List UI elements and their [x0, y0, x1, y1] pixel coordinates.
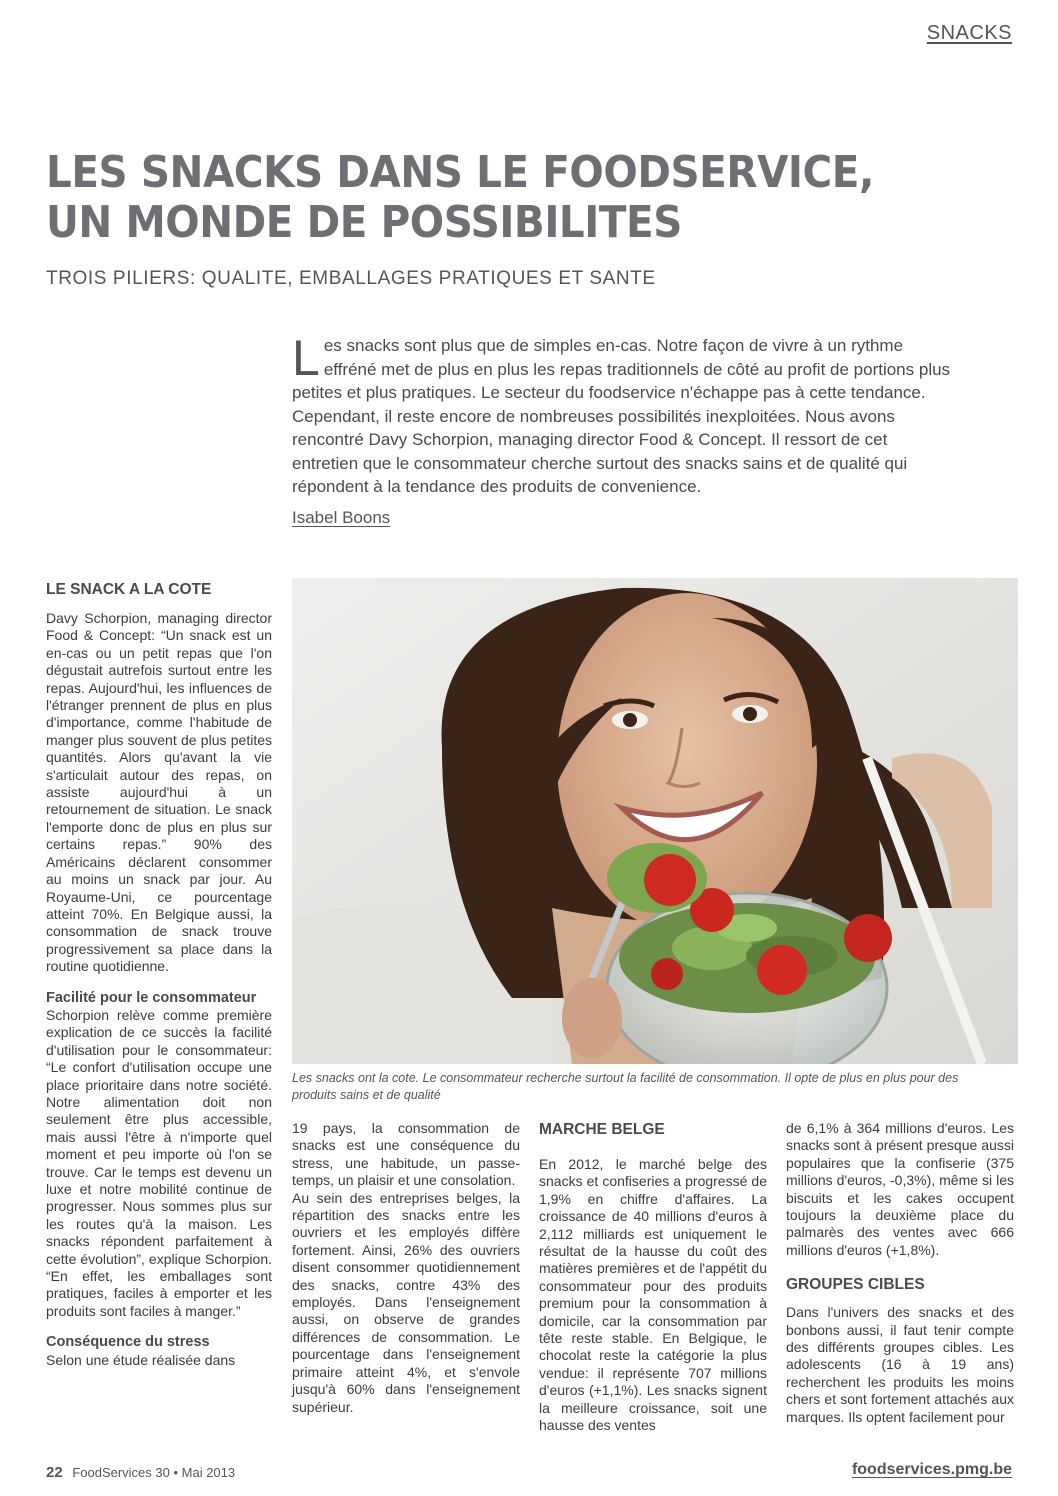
title-line-2: UN MONDE DE POSSIBILITES: [46, 197, 682, 248]
article-subtitle: TROIS PILIERS: QUALITE, EMBALLAGES PRATIQUES ET SANTE: [46, 268, 656, 289]
subheading-facilite: Facilité pour le consommateur: [46, 989, 257, 1006]
title-line-1: LES SNACKS DANS LE FOODSERVICE,: [46, 147, 874, 198]
section-heading-groupes-cibles: GROUPES CIBLES: [786, 1276, 925, 1294]
paragraph: de 6,1% à 364 millions d'euros. Les snacks sont à présent presque aussi populaires que la confiserie (375 millions d'euros, -0,3%), même si les biscuits et les cakes occupent toujours la deuxième place du palmarès des ventes avec 666 millions d'euros (+1,8%).: [786, 1120, 1014, 1258]
paragraph: Au sein des entreprises belges, la répartition des snacks entre les ouvriers et les employés diffère fortement. Ainsi, 26% des ouvriers disent consommer quotidiennement des snacks, contre 43% des employés. Dans l'enseignement aussi, on observe de grandes différences de consommation. Le pourcentage dans l'enseignement primaire atteint 4%, et s'envole jusqu'à 60% dans l'enseignement supérieur.: [292, 1189, 520, 1415]
article-column-2: [292, 1120, 520, 1416]
article-column-3: [539, 1120, 767, 1435]
intro-text: es snacks sont plus que de simples en-cas. Notre façon de vivre à un rythme effréné met de plus en plus les repas traditionnels de côté au profit de portions plus petites et plus pratiques. Le secteur du foodservice n'échappe pas à cette tendance. Cependant, il reste encore de nombreuses possibilités inexploitées. Nous avons rencontré Davy Schorpion, managing director Food & Concept. Il ressort de cet entretien que le consommateur cherche surtout des snacks sains et de qualité qui répondent à la tendance des produits de convenience.: [292, 336, 951, 496]
author-link[interactable]: Isabel Boons: [292, 508, 391, 527]
subheading-stress: Conséquence du stress: [46, 1334, 210, 1351]
paragraph: Dans l'univers des snacks et des bonbons aussi, il faut tenir compte des différents groupes cibles. Les adolescents (16 à 19 ans) recherchent les produits les moins chers et sont fortement attachés aux marques. Ils optent facilement pour: [786, 1304, 1014, 1425]
section-heading-marche-belge: MARCHE BELGE: [539, 1121, 665, 1138]
photo-caption: Les snacks ont la cote. Le consommateur recherche surtout la facilité de consommation. Il opte de plus en plus pour des produits sains et de qualité: [292, 1071, 959, 1102]
section-heading-snack-cote: LE SNACK A LA COTE: [46, 581, 212, 598]
paragraph: Davy Schorpion, managing director Food & Concept: “Un snack est un en-cas ou un petit repas que l'on dégustait autrefois surtout entre les repas. Aujourd'hui, les influences de l'étranger prennent de plus en plus d'importance, comme l'habitude de manger plus souvent de plus petites quantités. Alors qu'avant la vie s'articulait autour des repas, on assiste aujourd'hui à un retournement de situation. Le snack l'emporte donc de plus en plus sur certains repas.” 90% des Américains déclarent consommer au moins un snack par jour. Au Royaume-Uni, ce pourcentage atteint 70%. En Belgique aussi, la consommation de snack trouve progressivement sa place dans la routine quotidienne.: [46, 610, 272, 975]
article-photo: [292, 578, 1018, 1064]
paragraph: Selon une étude réalisée dans: [46, 1351, 236, 1368]
page-number: 22: [46, 1464, 63, 1481]
paragraph: En 2012, le marché belge des snacks et confiseries a progressé de 1,9% en chiffre d'affaires. La croissance de 40 millions d'euros à 2,112 milliards est uniquement le résultat de la hausse du coût des matières premières et de l'appétit du consommateur pour des produits premium pour la consommation à domicile, car la consommation par tête reste stable. En Belgique, le chocolat reste la catégorie la plus vendue: il représente 707 millions d'euros (+1,1%). Les snacks signent la meilleure croissance, soit une hausse des ventes: [539, 1156, 767, 1434]
paragraph: 19 pays, la consommation de snacks est une conséquence du stress, une habitude, un passe-temps, un plaisir et une consolation.: [292, 1120, 520, 1189]
article-title: [46, 148, 929, 248]
drop-cap: L: [292, 330, 320, 386]
website-link[interactable]: foodservices.pmg.be: [851, 1461, 1012, 1478]
publication-info: FoodServices 30 • Mai 2013: [72, 1465, 236, 1480]
footer-info: [46, 1464, 235, 1481]
woman-salad-illustration: [292, 578, 1018, 1064]
article-column-4: [786, 1120, 1014, 1426]
paragraph: Schorpion relève comme première explication de ce succès la facilité d'utilisation pour le consommateur: “Le confort d'utilisation occupe une place prioritaire dans notre société. Notre alimentation doit non seulement être plus accessible, mais aussi l'être à n'importe quel moment et peu importe où l'on se trouve. Car le temps est devenu un luxe et notre mobilité continue de progresser. Nous sommes plus sur les routes qu'à la maison. Les snacks répondent parfaitement à cette évolution”, explique Schorpion. “En effet, les emballages sont pratiques, faciles à emporter et les produits sont faciles à manger.”: [46, 1006, 272, 1319]
intro-paragraph: [292, 330, 952, 499]
section-tag: SNACKS: [926, 22, 1012, 44]
article-column-1: [46, 580, 272, 1369]
